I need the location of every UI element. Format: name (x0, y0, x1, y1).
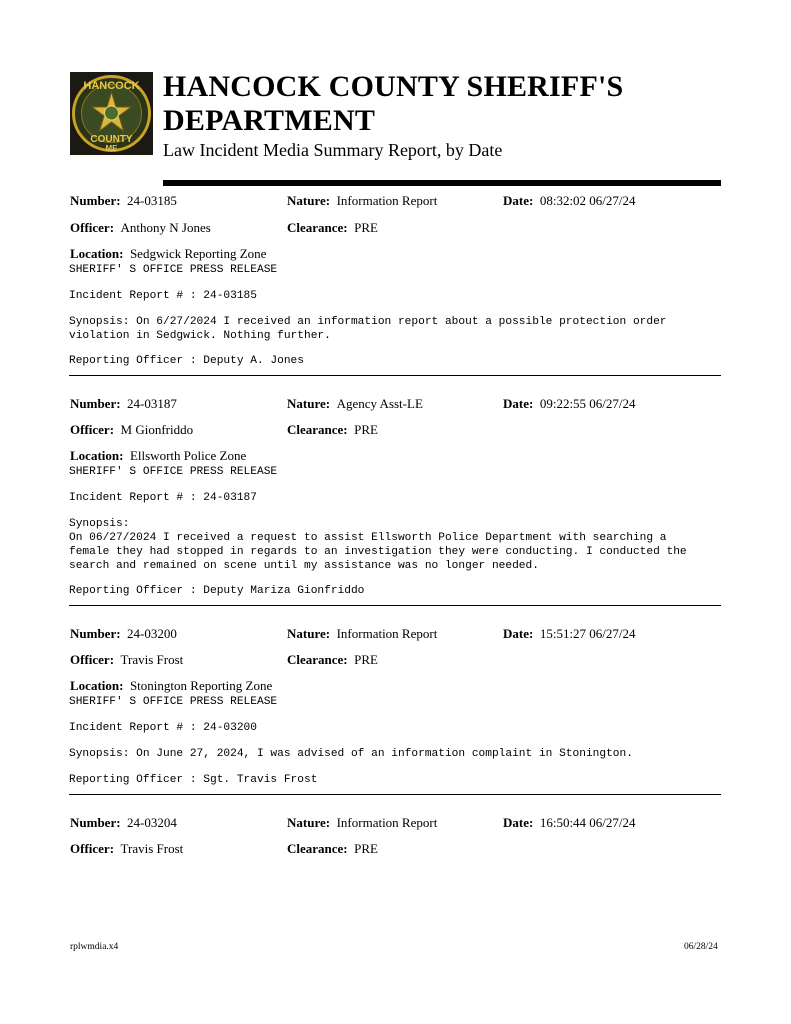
incident-date: 09:22:55 06/27/24 (539, 396, 636, 411)
clearance-label: Clearance: (287, 652, 348, 667)
incident-number: 24-03187 (127, 396, 177, 411)
incident-clearance: PRE (354, 422, 378, 437)
press-release-line: SHERIFF' S OFFICE PRESS RELEASE (69, 696, 278, 708)
location-label: Location: (70, 448, 124, 463)
footer-print-date: 06/28/24 (684, 942, 718, 952)
incident-officer: Travis Frost (120, 841, 184, 856)
incident-nature: Information Report (336, 815, 438, 830)
press-release-line: SHERIFF' S OFFICE PRESS RELEASE (69, 466, 278, 478)
report-title-line-1: HANCOCK COUNTY SHERIFF'S (163, 70, 624, 103)
incident-location: Ellsworth Police Zone (129, 448, 247, 463)
officer-label: Officer: (70, 422, 115, 437)
reporting-officer: Reporting Officer : Sgt. Travis Frost (69, 774, 318, 786)
clearance-label: Clearance: (287, 422, 348, 437)
date-label: Date: (503, 193, 534, 208)
number-label: Number: (70, 396, 121, 411)
incident-divider (69, 794, 721, 795)
incident-report-number: Incident Report # : 24-03187 (69, 492, 257, 504)
officer-label: Officer: (70, 841, 115, 856)
date-label: Date: (503, 396, 534, 411)
incident-officer: Travis Frost (120, 652, 184, 667)
officer-label: Officer: (70, 652, 115, 667)
number-label: Number: (70, 193, 121, 208)
incident-location: Sedgwick Reporting Zone (129, 246, 267, 261)
svg-text:COUNTY: COUNTY (90, 134, 133, 145)
clearance-label: Clearance: (287, 220, 348, 235)
report-subtitle: Law Incident Media Summary Report, by Date (163, 140, 503, 160)
incident-date: 08:32:02 06/27/24 (539, 193, 636, 208)
incident-nature: Information Report (336, 626, 438, 641)
nature-label: Nature: (287, 193, 331, 208)
nature-label: Nature: (287, 626, 331, 641)
incident-synopsis: Synopsis: On 6/27/2024 I received an information report about a possible protection order violation in Sedgwick. Nothing further. (69, 316, 667, 342)
incident-number: 24-03185 (127, 193, 177, 208)
incident-nature: Information Report (336, 193, 438, 208)
incident-officer: Anthony N Jones (120, 220, 211, 235)
sheriff-badge-logo (70, 72, 153, 155)
incident-number: 24-03200 (127, 626, 177, 641)
incident-nature: Agency Asst-LE (336, 396, 423, 411)
officer-label: Officer: (70, 220, 115, 235)
incident-date: 15:51:27 06/27/24 (539, 626, 636, 641)
svg-text:ME: ME (105, 144, 118, 153)
reporting-officer: Reporting Officer : Deputy A. Jones (69, 355, 304, 367)
incident-officer: M Gionfriddo (120, 422, 194, 437)
incident-number: 24-03204 (127, 815, 177, 830)
press-release-line: SHERIFF' S OFFICE PRESS RELEASE (69, 264, 278, 276)
date-label: Date: (503, 626, 534, 641)
reporting-officer: Reporting Officer : Deputy Mariza Gionfriddo (69, 585, 365, 597)
nature-label: Nature: (287, 815, 331, 830)
incident-divider (69, 605, 721, 606)
footer-report-code: rplwmdia.x4 (70, 942, 119, 952)
incident-synopsis: Synopsis: On 06/27/2024 I received a request to assist Ellsworth Police Department with searching a female they had stopped in regards to an investigation they were conducting. I conducted the search and remained on scene until my assistance was no longer needed. (69, 518, 687, 572)
incident-location: Stonington Reporting Zone (129, 678, 273, 693)
svg-text:HANCOCK: HANCOCK (83, 80, 140, 92)
date-label: Date: (503, 815, 534, 830)
incident-clearance: PRE (354, 652, 378, 667)
number-label: Number: (70, 815, 121, 830)
incident-report-number: Incident Report # : 24-03200 (69, 722, 257, 734)
clearance-label: Clearance: (287, 841, 348, 856)
location-label: Location: (70, 246, 124, 261)
incident-divider (69, 375, 721, 376)
incident-report-number: Incident Report # : 24-03185 (69, 290, 257, 302)
number-label: Number: (70, 626, 121, 641)
incident-clearance: PRE (354, 220, 378, 235)
location-label: Location: (70, 678, 124, 693)
incident-date: 16:50:44 06/27/24 (539, 815, 636, 830)
incident-synopsis: Synopsis: On June 27, 2024, I was advised of an information complaint in Stonington. (69, 748, 633, 760)
header-divider-bar (163, 180, 721, 186)
incident-clearance: PRE (354, 841, 378, 856)
report-title-line-2: DEPARTMENT (163, 104, 376, 137)
nature-label: Nature: (287, 396, 331, 411)
